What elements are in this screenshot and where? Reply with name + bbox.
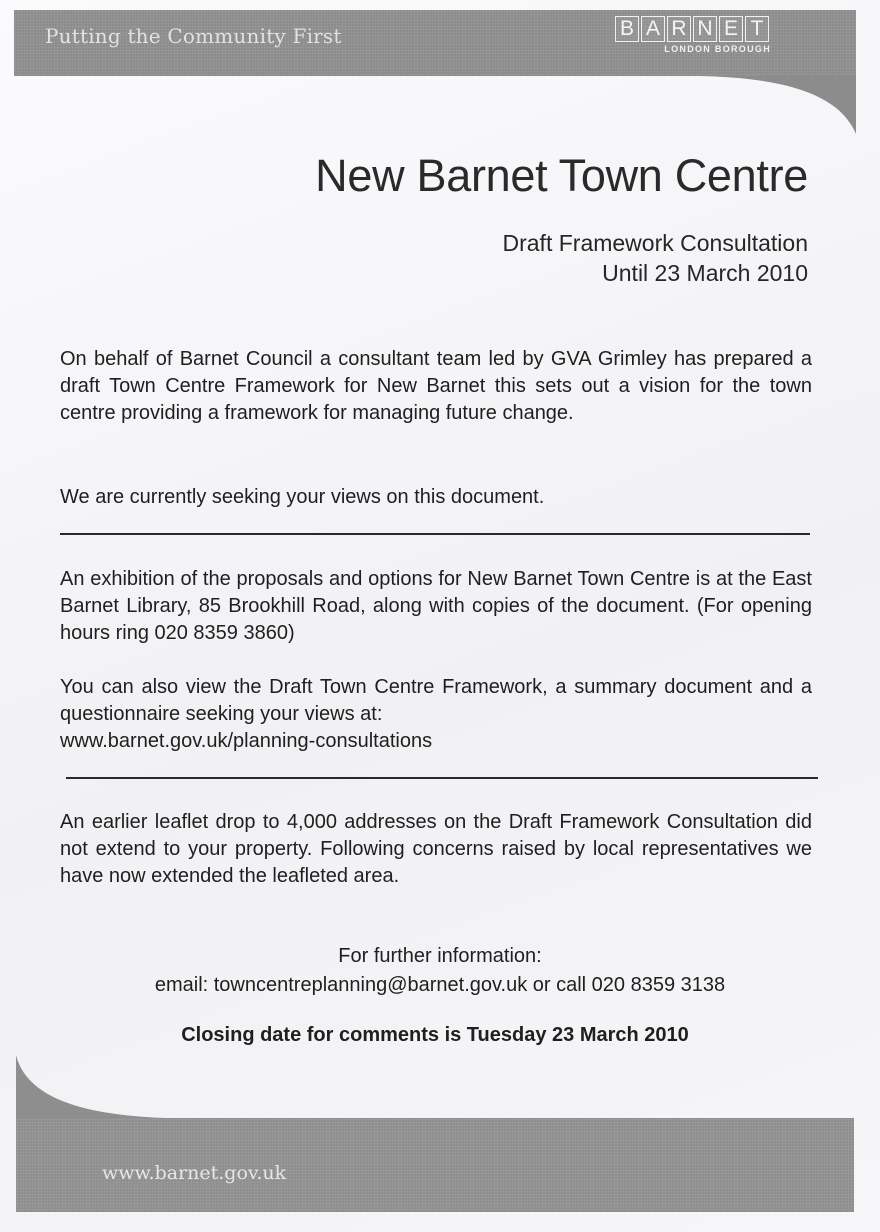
logo-subtitle: LONDON BOROUGH xyxy=(664,44,771,54)
logo-letter: T xyxy=(745,16,769,42)
page-title: New Barnet Town Centre xyxy=(315,150,808,201)
logo-letter: A xyxy=(641,16,665,42)
subtitle-line-2: Until 23 March 2010 xyxy=(602,260,808,286)
divider-rule xyxy=(66,777,818,779)
intro-paragraph: On behalf of Barnet Council a consultant team led by GVA Grimley has prepared a draft Town Centre Framework for New Barnet this sets out a vision for the town centre providing a framework for managing future change. xyxy=(60,348,812,424)
contact-heading: For further information: xyxy=(338,945,542,967)
barnet-logo xyxy=(615,16,777,60)
divider-rule xyxy=(60,533,810,535)
footer-url: www.barnet.gov.uk xyxy=(102,1162,287,1184)
consultation-url: www.barnet.gov.uk/planning-consultations xyxy=(60,730,433,752)
header-band-curve xyxy=(700,76,856,134)
subtitle-line-1: Draft Framework Consultation xyxy=(502,230,808,256)
page-subtitle xyxy=(503,228,809,288)
logo-letter: N xyxy=(693,16,717,42)
seeking-views-paragraph: We are currently seeking your views on this document. xyxy=(60,486,545,508)
leaflet-drop-paragraph: An earlier leaflet drop to 4,000 addresses on the Draft Framework Consultation did not extend to your property. Following concerns raised by local representatives we have now extended the leafleted area. xyxy=(60,811,812,887)
view-online-block xyxy=(60,674,812,755)
header-tagline: Putting the Community First xyxy=(45,24,342,48)
logo-letter: B xyxy=(615,16,639,42)
footer-band-curve xyxy=(16,1055,166,1118)
view-online-paragraph: You can also view the Draft Town Centre Framework, a summary document and a questionnaire seeking your views at: xyxy=(60,676,812,725)
closing-date: Closing date for comments is Tuesday 23 March 2010 xyxy=(181,1024,689,1046)
logo-letter: R xyxy=(667,16,691,42)
logo-letter: E xyxy=(719,16,743,42)
contact-block xyxy=(0,942,880,1000)
exhibition-paragraph: An exhibition of the proposals and options for New Barnet Town Centre is at the East Barnet Library, 85 Brookhill Road, along with copies of the document. (For opening hours ring 020 8359 3860) xyxy=(60,568,812,644)
contact-details: email: towncentreplanning@barnet.gov.uk or call 020 8359 3138 xyxy=(154,974,726,996)
logo-letters xyxy=(615,16,777,42)
